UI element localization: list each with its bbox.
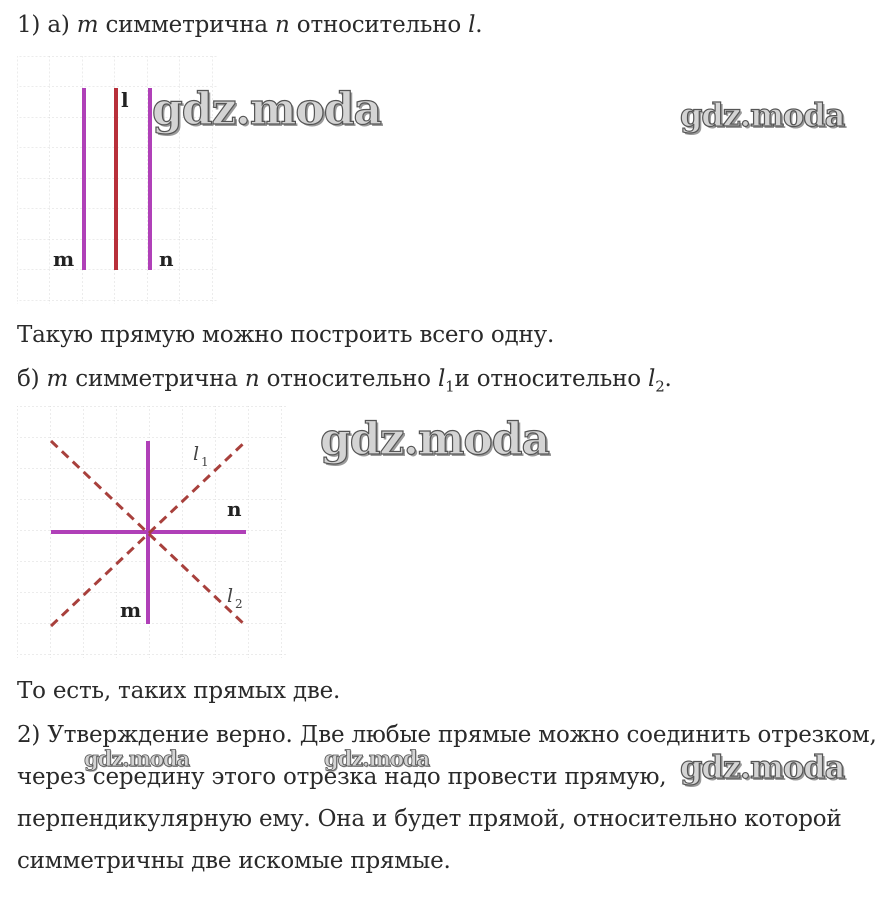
line-l-name: l bbox=[468, 12, 476, 38]
and-relative-word: и относительно bbox=[454, 366, 641, 392]
watermark-logo: gdz.moda bbox=[680, 96, 845, 134]
line-m-name: m bbox=[46, 366, 69, 392]
label-l1-subscript: 1 bbox=[201, 455, 209, 469]
two-lines-text: То есть, таких прямых две. bbox=[17, 678, 341, 704]
watermark-logo: gdz.moda bbox=[324, 746, 430, 771]
line-n-name: n bbox=[244, 366, 260, 392]
label-m: m bbox=[120, 598, 142, 622]
part1a-statement bbox=[17, 12, 482, 38]
label-l2-subscript: 2 bbox=[235, 597, 243, 611]
one-line-text: Такую прямую можно построить всего одну. bbox=[17, 322, 555, 348]
part1b-number: б) bbox=[17, 366, 40, 392]
figure-crossing-lines bbox=[17, 406, 287, 658]
line-l2-name: l bbox=[648, 366, 656, 392]
line-m-name: m bbox=[76, 12, 99, 38]
part2-line4: симметричны две искомые прямые. bbox=[17, 848, 451, 874]
part2-line2: через середину этого отрезка надо провести прямую, bbox=[17, 764, 667, 790]
label-l: l bbox=[121, 88, 129, 112]
l1-subscript: 1 bbox=[445, 377, 455, 396]
label-n: n bbox=[227, 497, 242, 521]
relative-word: относительно bbox=[296, 12, 462, 38]
watermark-logo: gdz.moda bbox=[152, 84, 382, 135]
label-l1: l bbox=[193, 443, 200, 465]
period: . bbox=[475, 12, 483, 38]
l2-subscript: 2 bbox=[655, 377, 665, 396]
watermark-logo: gdz.moda bbox=[320, 414, 550, 465]
part1b-statement bbox=[17, 366, 672, 396]
symmetric-word: симметрична bbox=[105, 12, 268, 38]
part2-line3: перпендикулярную ему. Она и будет прямой, относительно которой bbox=[17, 806, 842, 832]
part1a-number: 1) а) bbox=[17, 12, 70, 38]
watermark-logo: gdz.moda bbox=[680, 748, 845, 786]
label-n: n bbox=[159, 247, 174, 271]
symmetric-word: симметрична bbox=[75, 366, 238, 392]
label-l2: l bbox=[227, 585, 234, 607]
line-l1-name: l bbox=[437, 366, 446, 392]
relative-word: относительно bbox=[266, 366, 431, 392]
period: . bbox=[664, 366, 672, 392]
line-n-name: n bbox=[275, 12, 290, 38]
part2-line1: 2) Утверждение верно. Две любые прямые можно соединить отрезком, bbox=[17, 722, 877, 748]
label-m: m bbox=[53, 247, 75, 271]
watermark-logo: gdz.moda bbox=[84, 746, 190, 771]
